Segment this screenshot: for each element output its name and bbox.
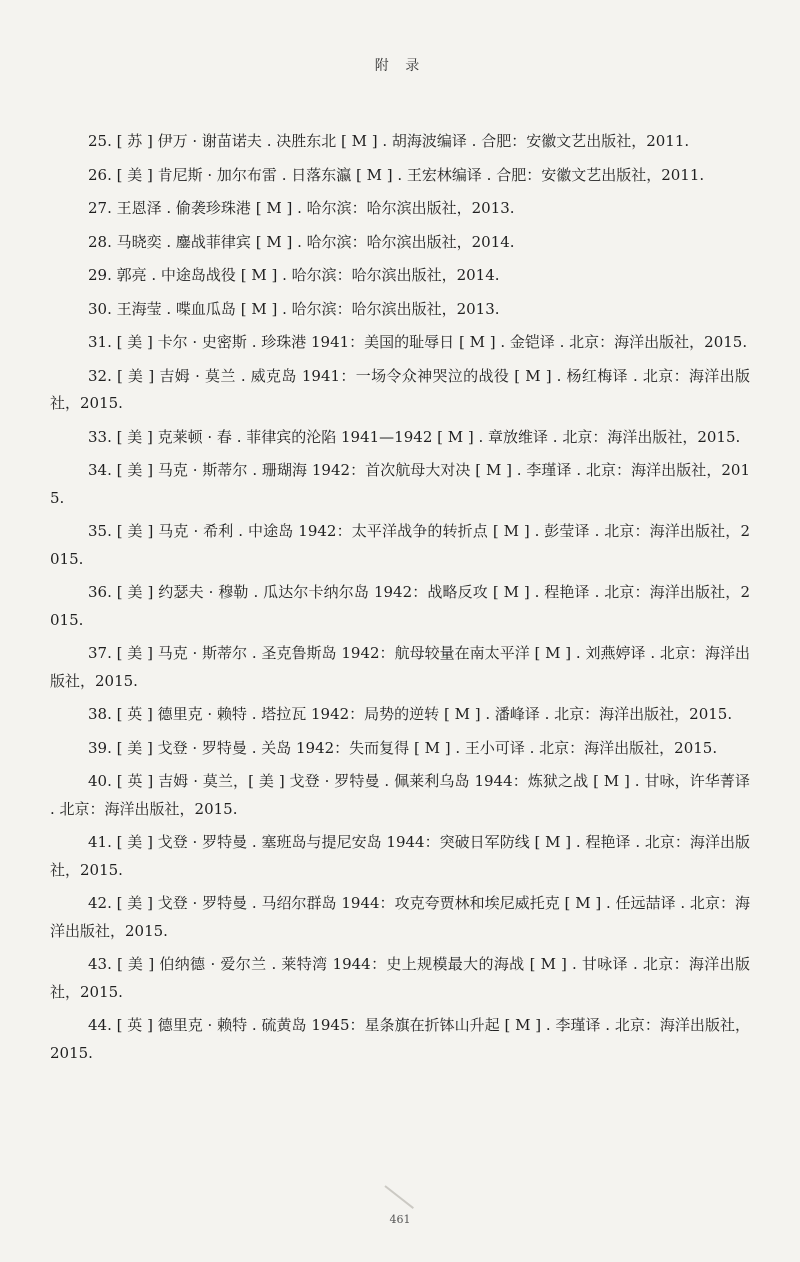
paper-scuff-mark xyxy=(384,1185,414,1209)
reference-entry-33: 33. [ 美 ] 克莱顿 · 春 . 菲律宾的沦陷 1941—1942 [ M ] . 章放维译 . 北京：海洋出版社，2015. xyxy=(88,427,741,446)
reference-entry-26: 26. [ 美 ] 肯尼斯 · 加尔布雷 . 日落东瀛 [ M ] . 王宏林编译 . 合肥：安徽文艺出版社，2011. xyxy=(88,165,705,184)
reference-entry-42: 42. [ 美 ] 戈登 · 罗特曼 . 马绍尔群岛 1944：攻克夸贾林和埃尼威托克 [ M ] . 任远喆译 . 北京：海洋出版社，2015. xyxy=(50,894,750,940)
reference-entry-35: 35. [ 美 ] 马克 · 希利 . 中途岛 1942：太平洋战争的转折点 [ M ] . 彭莹译 . 北京：海洋出版社，2015. xyxy=(50,522,750,568)
reference-entry-31: 31. [ 美 ] 卡尔 · 史密斯 . 珍珠港 1941：美国的耻辱日 [ M ] . 金铠译 . 北京：海洋出版社，2015. xyxy=(88,333,748,351)
running-header: 附 录 xyxy=(374,58,426,74)
reference-entry-41: 41. [ 美 ] 戈登 · 罗特曼 . 塞班岛与提尼安岛 1944：突破日军防线 [ M ] . 程艳译 . 北京：海洋出版社，2015. xyxy=(50,833,750,879)
reference-entry-28: 28. 马晓奕 . 鏖战菲律宾 [ M ] . 哈尔滨：哈尔滨出版社，2014. xyxy=(88,232,515,251)
reference-list xyxy=(50,128,750,1073)
reference-entry-38: 38. [ 英 ] 德里克 · 赖特 . 塔拉瓦 1942：局势的逆转 [ M ] . 潘峰译 . 北京：海洋出版社，2015. xyxy=(88,705,733,723)
page-number: 461 xyxy=(389,1213,411,1226)
reference-entry-40: 40. [ 英 ] 吉姆 · 莫兰，[ 美 ] 戈登 · 罗特曼 . 佩莱利乌岛 1944：炼狱之战 [ M ] . 甘咏，许华菁译 . 北京：海洋出版社，2015. xyxy=(50,772,750,818)
reference-entry-29: 29. 郭亮 . 中途岛战役 [ M ] . 哈尔滨：哈尔滨出版社，2014. xyxy=(88,266,500,284)
reference-entry-25: 25. [ 苏 ] 伊万 · 谢苗诺夫 . 决胜东北 [ M ] . 胡海波编译 . 合肥：安徽文艺出版社，2011. xyxy=(88,132,690,150)
reference-entry-39: 39. [ 美 ] 戈登 · 罗特曼 . 关岛 1942：失而复得 [ M ] . 王小可译 . 北京：海洋出版社，2015. xyxy=(88,738,718,757)
reference-entry-44: 44. [ 英 ] 德里克 · 赖特 . 硫黄岛 1945：星条旗在折钵山升起 [ M ] . 李瑾译 . 北京：海洋出版社，2015. xyxy=(50,1016,750,1062)
reference-entry-34: 34. [ 美 ] 马克 · 斯蒂尔 . 珊瑚海 1942：首次航母大对决 [ M ] . 李瑾译 . 北京：海洋出版社，2015. xyxy=(50,461,750,507)
reference-entry-37: 37. [ 美 ] 马克 · 斯蒂尔 . 圣克鲁斯岛 1942：航母较量在南太平洋 [ M ] . 刘燕婷译 . 北京：海洋出版社，2015. xyxy=(50,644,750,690)
reference-entry-30: 30. 王海莹 . 喋血瓜岛 [ M ] . 哈尔滨：哈尔滨出版社，2013. xyxy=(88,299,500,318)
reference-entry-32: 32. [ 美 ] 吉姆 · 莫兰 . 威克岛 1941：一场令众神哭泣的战役 [ M ] . 杨红梅译 . 北京：海洋出版社，2015. xyxy=(50,366,750,412)
reference-entry-43: 43. [ 美 ] 伯纳德 · 爱尔兰 . 莱特湾 1944：史上规模最大的海战 [ M ] . 甘咏译 . 北京：海洋出版社，2015. xyxy=(50,955,750,1001)
reference-entry-27: 27. 王恩泽 . 偷袭珍珠港 [ M ] . 哈尔滨：哈尔滨出版社，2013. xyxy=(88,199,515,217)
reference-entry-36: 36. [ 美 ] 约瑟夫 · 穆勒 . 瓜达尔卡纳尔岛 1942：战略反攻 [ M ] . 程艳译 . 北京：海洋出版社，2015. xyxy=(50,583,750,629)
